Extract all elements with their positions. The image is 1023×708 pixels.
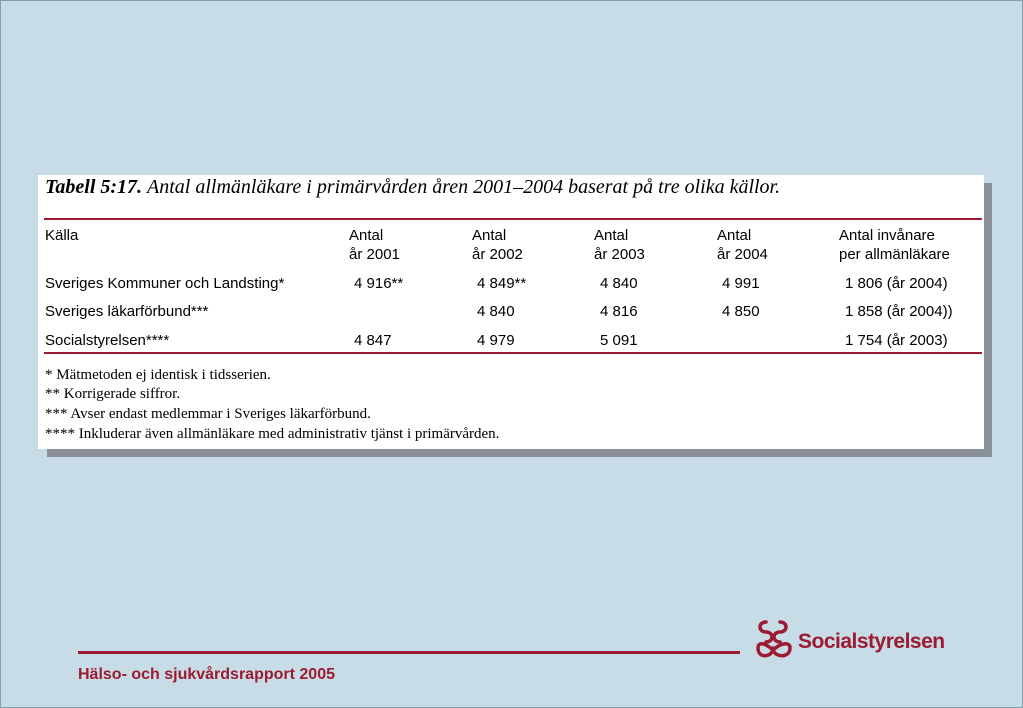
header-cell-2003 xyxy=(594,226,645,264)
row-2-source: Sveriges läkarförbund*** xyxy=(45,303,209,320)
row-3-source: Socialstyrelsen**** xyxy=(45,332,170,349)
header-line-2: år 2004 xyxy=(717,246,768,263)
header-line-1: Antal xyxy=(717,227,752,244)
row-3-2002: 4 979 xyxy=(477,332,515,349)
row-3-2003: 5 091 xyxy=(600,332,638,349)
footnote-1: * Mätmetoden ej identisk i tidsserien. xyxy=(45,367,271,383)
report-title: Hälso- och sjukvårdsrapport 2005 xyxy=(78,666,335,683)
row-3-2001: 4 847 xyxy=(354,332,392,349)
header-cell-source xyxy=(45,226,78,245)
header-line-1: Antal xyxy=(472,227,507,244)
header-line-1: Antal xyxy=(349,227,384,244)
header-top-rule xyxy=(44,218,982,220)
row-1-2004: 4 991 xyxy=(722,275,760,292)
row-3-inhabitants: 1 754 (år 2003) xyxy=(845,332,948,349)
header-line-1: Antal xyxy=(594,227,629,244)
header-line-1: Källa xyxy=(45,227,79,244)
logo-wordmark: Socialstyrelsen xyxy=(798,630,945,653)
row-2-2003: 4 816 xyxy=(600,303,638,320)
row-2-2004: 4 850 xyxy=(722,303,760,320)
row-1-2003: 4 840 xyxy=(600,275,638,292)
header-line-1: Antal invånare xyxy=(839,227,935,244)
row-2-inhabitants: 1 858 (år 2004)) xyxy=(845,303,953,320)
row-2-2002: 4 840 xyxy=(477,303,515,320)
footnote-2: ** Korrigerade siffror. xyxy=(45,386,181,402)
footnote-4: **** Inkluderar även allmänläkare med administrativ tjänst i primärvården. xyxy=(45,426,500,442)
footnote-3: *** Avser endast medlemmar i Sveriges läkarförbund. xyxy=(45,406,371,422)
socialstyrelsen-emblem-icon xyxy=(752,618,796,660)
row-1-2002: 4 849** xyxy=(477,275,527,292)
row-1-2001: 4 916** xyxy=(354,275,404,292)
header-line-2: per allmänläkare xyxy=(839,246,950,263)
table-bottom-rule xyxy=(44,352,982,354)
header-cell-inhabitants xyxy=(839,226,950,264)
header-cell-2004 xyxy=(717,226,768,264)
table-panel xyxy=(38,175,984,449)
table-title-label: Tabell 5:17. xyxy=(45,176,143,198)
socialstyrelsen-logo xyxy=(752,618,952,660)
header-line-2: år 2002 xyxy=(472,246,523,263)
footer-rule xyxy=(78,651,740,654)
row-1-inhabitants: 1 806 (år 2004) xyxy=(845,275,948,292)
table-title-text: Antal allmänläkare i primärvården åren 2001–2004 baserat på tre olika källor. xyxy=(147,176,781,198)
header-cell-2002 xyxy=(472,226,523,264)
table-title xyxy=(45,176,780,199)
header-line-2: år 2001 xyxy=(349,246,400,263)
row-1-source: Sveriges Kommuner och Landsting* xyxy=(45,275,285,292)
header-line-2: år 2003 xyxy=(594,246,645,263)
header-cell-2001 xyxy=(349,226,400,264)
